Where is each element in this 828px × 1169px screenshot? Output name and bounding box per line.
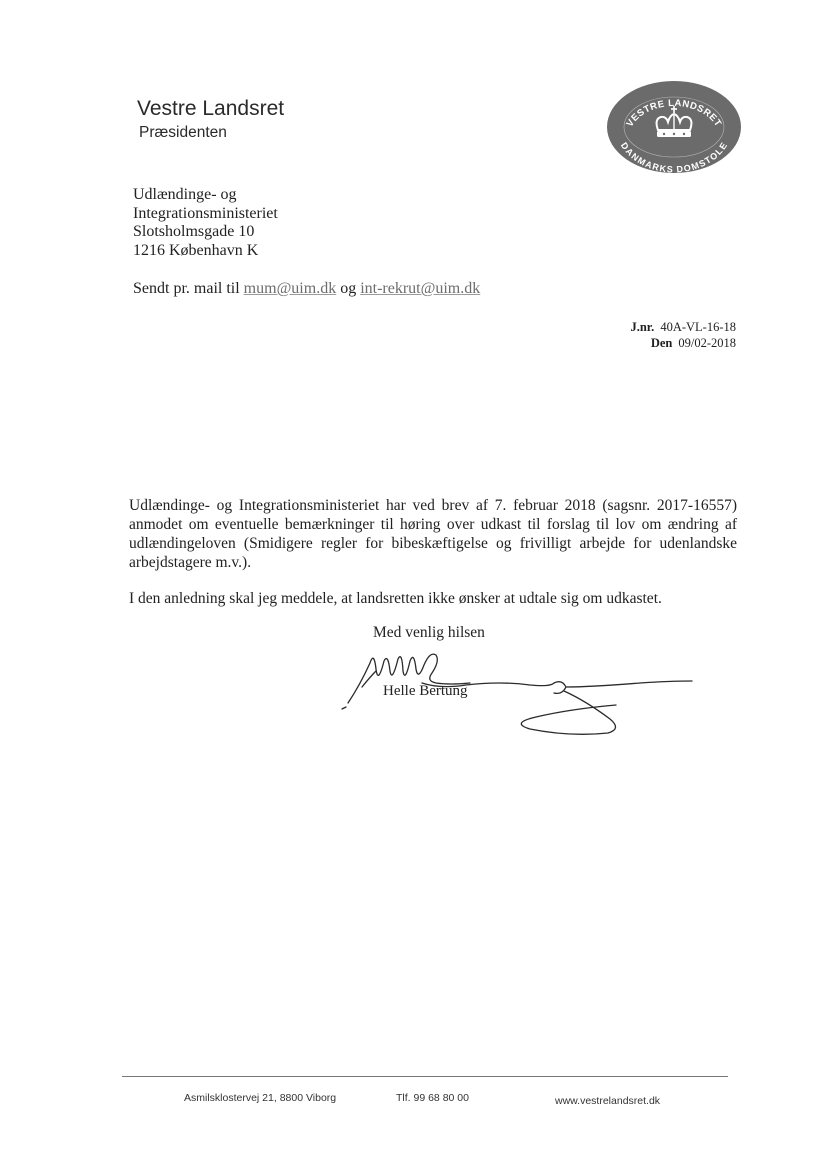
seal-bottom-text: DANMARKS DOMSTOLE xyxy=(618,140,730,174)
journal-number-label: J.nr. xyxy=(630,320,655,334)
sent-prefix: Sendt pr. mail til xyxy=(133,280,240,297)
journal-number-row xyxy=(630,319,736,335)
court-seal xyxy=(606,80,742,174)
footer-address: Asmilsklostervej 21, 8800 Viborg xyxy=(184,1092,337,1104)
journal-number-value: 40A-VL-16-18 xyxy=(660,320,736,334)
body-paragraph-1: Udlændinge- og Integrationsministeriet har ved brev af 7. februar 2018 (sagsnr. 2017-16557) anmodet om eventuelle bemærkninger til høring over udkast til forslag til lov om ændring af udlændingeloven (Smidigere regler for bibeskæftigelse og frivilligt arbejde for udenlandske arbejdstagere m.v.). xyxy=(129,497,737,571)
signer-name: Helle Bertung xyxy=(383,683,468,699)
recipient-line: Udlændinge- og xyxy=(133,186,237,203)
sent-by-mail-line xyxy=(133,280,480,298)
seal-top-text: VESTRE LANDSRET xyxy=(624,97,724,130)
email-link-mum[interactable]: mum@uim.dk xyxy=(243,280,337,297)
recipient-line: 1216 København K xyxy=(133,241,259,259)
letter-body xyxy=(129,496,737,608)
email-link-int-rekrut[interactable]: int-rekrut@uim.dk xyxy=(360,280,481,297)
date-label: Den xyxy=(650,336,673,350)
sent-connector: og xyxy=(340,280,357,297)
footer-divider xyxy=(122,1076,728,1077)
footer-phone: Tlf. 99 68 80 00 xyxy=(396,1092,469,1104)
recipient-line: Slotsholmsgade 10 xyxy=(133,223,255,240)
date-value: 09/02-2018 xyxy=(678,336,736,350)
date-row xyxy=(630,335,736,351)
court-name: Vestre Landsret xyxy=(137,97,285,120)
reference-block xyxy=(630,319,736,351)
court-subtitle: Præsidenten xyxy=(139,124,227,141)
recipient-address xyxy=(133,186,278,260)
footer-website[interactable]: www.vestrelandsret.dk xyxy=(555,1095,661,1107)
closing-greeting: Med venlig hilsen xyxy=(373,624,485,641)
body-paragraph-2: I den anledning skal jeg meddele, at landsretten ikke ønsker at udtale sig om udkastet. xyxy=(129,590,662,607)
recipient-line: Integrationsministeriet xyxy=(133,204,278,222)
